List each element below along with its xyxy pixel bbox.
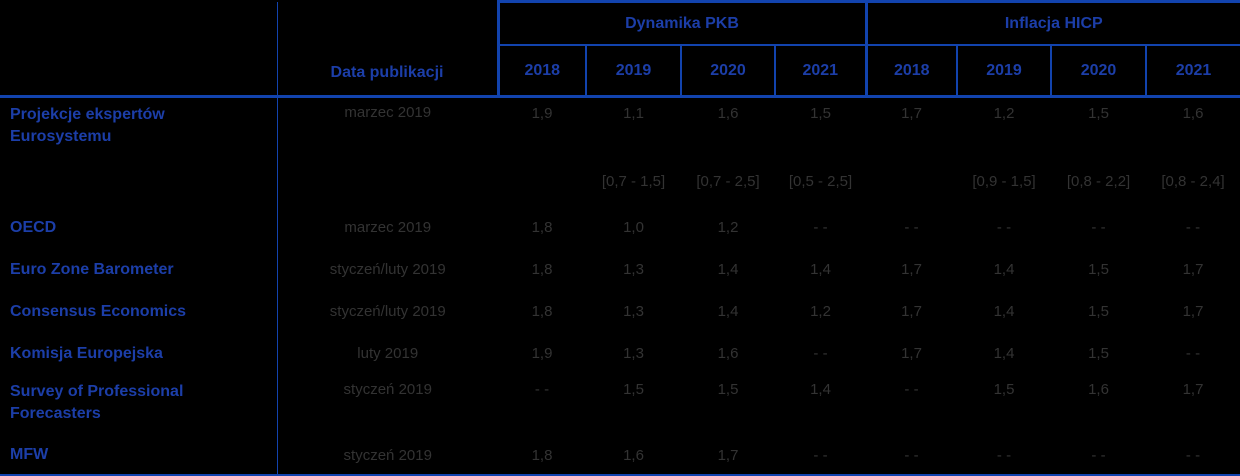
value-cell: 1,5 xyxy=(623,380,644,398)
value-cell: - - xyxy=(1185,345,1201,362)
value-cell xyxy=(1051,97,1146,207)
value-cell: 1,3 xyxy=(623,303,644,320)
value-cell: 1,6 xyxy=(586,437,681,475)
value-cell: - - xyxy=(775,437,866,475)
table-row-eurosystem xyxy=(0,97,1240,207)
publication-date: luty 2019 xyxy=(357,345,419,362)
table-row-euro-zone-barometer xyxy=(0,249,1240,291)
point-forecast: 1,7 xyxy=(901,105,922,122)
year-header-hicp-2018: 2018 xyxy=(866,45,957,97)
value-cell: - - xyxy=(996,219,1012,236)
value-cell xyxy=(775,97,866,207)
value-cell: 1,2 xyxy=(810,303,831,320)
value-cell: 1,5 xyxy=(993,380,1015,398)
point-forecast: 1,1 xyxy=(623,105,644,122)
value-cell: 1,7 xyxy=(901,261,922,278)
value-cell: - - xyxy=(1091,219,1106,236)
value-cell xyxy=(866,97,957,207)
point-forecast: 1,9 xyxy=(531,105,553,122)
value-cell: 1,7 xyxy=(1182,261,1204,278)
value-cell: - - xyxy=(904,380,919,398)
row-label: Survey of Professional Forecasters xyxy=(0,375,277,437)
forecast-range: [0,7 - 2,5] xyxy=(696,173,760,190)
group-header-row xyxy=(0,2,1240,46)
forecast-range: [0,5 - 2,5] xyxy=(788,173,853,190)
value-cell xyxy=(957,97,1051,207)
group-header-pkb: Dynamika PKB xyxy=(498,2,866,46)
value-cell: 1,3 xyxy=(623,261,644,278)
value-cell: 1,4 xyxy=(993,261,1015,278)
value-cell: - - xyxy=(813,219,828,236)
value-cell: - - xyxy=(866,437,957,475)
value-cell: - - xyxy=(813,345,828,362)
publication-date: marzec 2019 xyxy=(344,219,432,236)
value-cell: 1,6 xyxy=(1088,380,1109,398)
year-header-hicp-2020: 2020 xyxy=(1051,45,1146,97)
point-forecast: 1,5 xyxy=(810,105,831,122)
row-label: Euro Zone Barometer xyxy=(0,249,277,291)
value-cell: 1,9 xyxy=(531,345,553,362)
corner-cell xyxy=(0,2,277,97)
value-cell xyxy=(681,97,775,207)
point-forecast: 1,6 xyxy=(717,105,739,122)
value-cell: 1,8 xyxy=(531,219,553,236)
publication-date: styczeń/luty 2019 xyxy=(329,303,446,320)
value-cell: 1,7 xyxy=(1182,303,1204,320)
value-cell: 1,8 xyxy=(531,261,553,278)
value-cell: 1,7 xyxy=(901,345,922,362)
value-cell: 1,3 xyxy=(623,345,644,362)
publication-date: styczeń 2019 xyxy=(343,380,432,398)
value-cell: - - xyxy=(957,437,1051,475)
value-cell: 1,4 xyxy=(993,345,1015,362)
row-label: Projekcje ekspertów Eurosystemu xyxy=(0,97,277,207)
forecast-range: [0,9 - 1,5] xyxy=(972,173,1036,190)
value-cell: - - xyxy=(904,219,919,236)
value-cell: 1,0 xyxy=(623,219,644,236)
value-cell: 1,7 xyxy=(901,303,922,320)
value-cell: 1,8 xyxy=(498,437,586,475)
value-cell: - - xyxy=(1051,437,1146,475)
value-cell: 1,4 xyxy=(717,303,739,320)
row-label: Consensus Economics xyxy=(0,291,277,333)
row-label: OECD xyxy=(0,207,277,249)
value-cell: 1,5 xyxy=(717,380,739,398)
point-forecast: 1,6 xyxy=(1182,105,1204,122)
publication-date: marzec 2019 xyxy=(344,104,432,121)
value-cell: - - xyxy=(1146,437,1240,475)
date-column-header: Data publikacji xyxy=(277,2,498,97)
group-header-hicp: Inflacja HICP xyxy=(866,2,1240,46)
value-cell: 1,7 xyxy=(681,437,775,475)
point-forecast: 1,5 xyxy=(1088,105,1109,122)
table-row-spf xyxy=(0,375,1240,437)
year-header-pkb-2020: 2020 xyxy=(681,45,775,97)
table-row-oecd xyxy=(0,207,1240,249)
value-cell: - - xyxy=(534,380,550,398)
value-cell: 1,8 xyxy=(531,303,553,320)
forecast-range: [0,7 - 1,5] xyxy=(601,173,666,190)
row-label: MFW xyxy=(0,437,277,475)
value-cell: 1,2 xyxy=(717,219,739,236)
point-forecast: 1,2 xyxy=(993,105,1015,122)
value-cell: 1,7 xyxy=(1182,380,1204,398)
value-cell xyxy=(1146,97,1240,207)
year-header-hicp-2021: 2021 xyxy=(1146,45,1240,97)
year-header-pkb-2018: 2018 xyxy=(498,45,586,97)
value-cell xyxy=(498,97,586,207)
value-cell: 1,4 xyxy=(810,261,831,278)
value-cell: 1,4 xyxy=(993,303,1015,320)
value-cell: 1,5 xyxy=(1088,303,1109,320)
value-cell: 1,5 xyxy=(1088,261,1109,278)
forecast-range: [0,8 - 2,2] xyxy=(1066,173,1131,190)
publication-date: styczeń 2019 xyxy=(277,437,498,475)
year-header-hicp-2019: 2019 xyxy=(957,45,1051,97)
value-cell: - - xyxy=(1185,219,1201,236)
row-label: Komisja Europejska xyxy=(0,333,277,375)
value-cell xyxy=(586,97,681,207)
value-cell: 1,4 xyxy=(717,261,739,278)
value-cell: 1,6 xyxy=(717,345,739,362)
forecast-range: [0,8 - 2,4] xyxy=(1161,173,1225,190)
year-header-pkb-2019: 2019 xyxy=(586,45,681,97)
table-row-consensus-economics xyxy=(0,291,1240,333)
value-cell: 1,4 xyxy=(810,380,831,398)
table-row-komisja-europejska xyxy=(0,333,1240,375)
value-cell: 1,5 xyxy=(1088,345,1109,362)
publication-date: styczeń/luty 2019 xyxy=(329,261,446,278)
year-header-pkb-2021: 2021 xyxy=(775,45,866,97)
